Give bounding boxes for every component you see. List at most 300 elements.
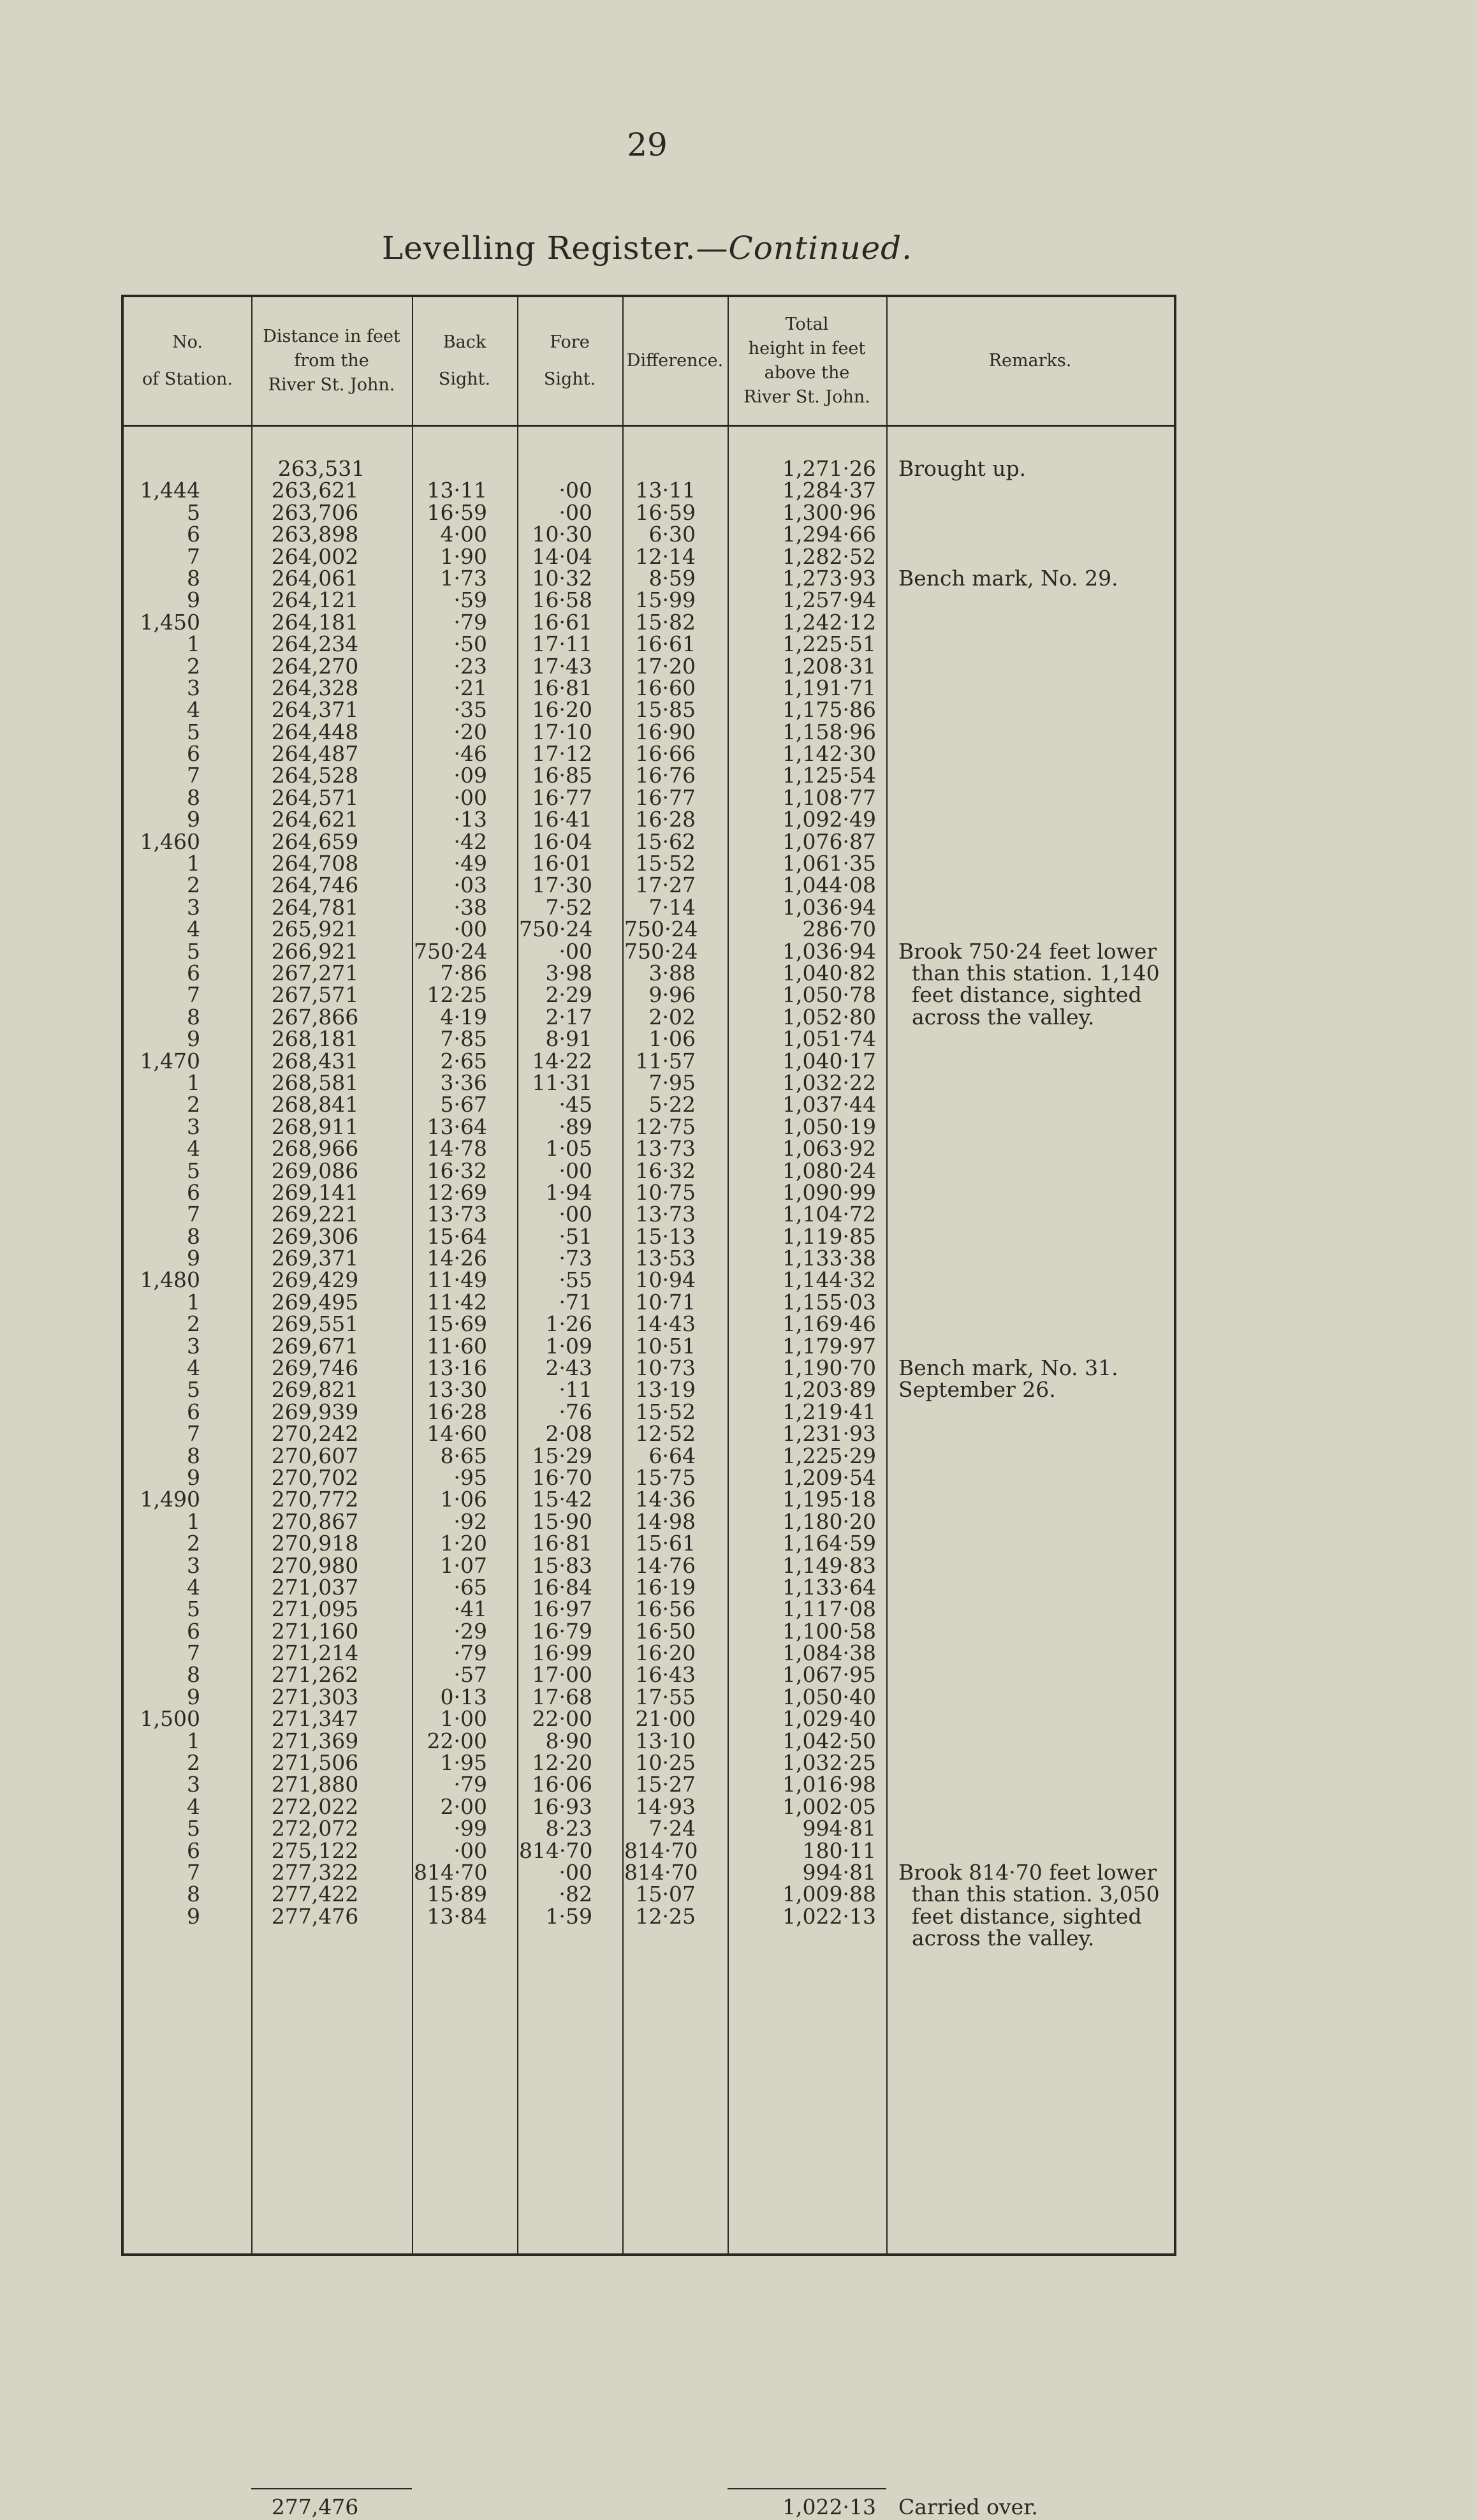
cell-dist: 264,061 xyxy=(271,565,359,591)
cell-rem: than this station. 3,050 xyxy=(898,1882,1160,1907)
cell-dist: 270,867 xyxy=(271,1508,359,1534)
cell-diff: 12·25 xyxy=(635,1903,696,1929)
cell-fore: 8·90 xyxy=(545,1728,592,1753)
cell-dist: 269,306 xyxy=(271,1223,359,1249)
cell-fore: 16·01 xyxy=(532,851,592,876)
cell-dist: 263,898 xyxy=(271,522,359,547)
cell-no: 4 xyxy=(187,917,200,942)
cell-diff: 21·00 xyxy=(635,1706,696,1732)
cell-no: 4 xyxy=(187,697,200,723)
cell-dist: 264,659 xyxy=(271,829,359,854)
cell-fore: ·00 xyxy=(559,499,592,525)
cell-diff: 15·52 xyxy=(635,851,696,876)
header-fore-sight: Fore Sight. xyxy=(543,332,596,389)
cell-fore: ·00 xyxy=(559,478,592,503)
cell-back: 4·00 xyxy=(440,522,487,547)
cell-total: 1,036·94 xyxy=(782,938,876,964)
cell-dist: 271,506 xyxy=(271,1750,359,1776)
cell-no: 2 xyxy=(187,1092,200,1117)
cell-back: ·29 xyxy=(453,1618,487,1644)
cell-diff: 16·76 xyxy=(635,763,696,788)
cell-total: 1,257·94 xyxy=(782,587,876,613)
cell-back: ·00 xyxy=(453,1838,487,1863)
table-row xyxy=(124,1401,1174,1423)
cell-no: 8 xyxy=(187,565,200,591)
table-row xyxy=(124,918,1174,940)
cell-total: 1,164·59 xyxy=(782,1531,876,1556)
cell-fore: 16·20 xyxy=(532,697,592,723)
cell-total: 1,155·03 xyxy=(782,1289,876,1315)
cell-no: 3 xyxy=(187,1333,200,1359)
cell-total: 1,225·51 xyxy=(782,631,876,657)
cell-back: 7·86 xyxy=(440,960,487,985)
cell-diff: 16·59 xyxy=(635,499,696,525)
cell-dist: 269,746 xyxy=(271,1355,359,1381)
cell-dist: 271,369 xyxy=(271,1728,359,1753)
cell-dist: 263,706 xyxy=(271,499,359,525)
cell-fore: 17·68 xyxy=(532,1684,592,1709)
cell-diff: 16·56 xyxy=(635,1596,696,1622)
cell-dist: 263,531 xyxy=(277,456,365,481)
table-row xyxy=(124,1028,1174,1050)
cell-no: 3 xyxy=(187,1552,200,1578)
cell-diff: 14·36 xyxy=(635,1487,696,1512)
cell-total: 1,133·38 xyxy=(782,1246,876,1271)
table-row xyxy=(124,480,1174,501)
cell-no: 2 xyxy=(187,1750,200,1776)
cell-diff: 8·59 xyxy=(648,565,696,591)
cell-no: 4 xyxy=(187,1574,200,1600)
cell-diff: 1·06 xyxy=(648,1026,696,1052)
table-row xyxy=(124,1927,1174,1949)
cell-rem: Brook 750·24 feet lower xyxy=(898,938,1157,964)
cell-no: 6 xyxy=(187,1399,200,1424)
table-row xyxy=(124,1357,1174,1379)
cell-total: 1,175·86 xyxy=(782,697,876,723)
cell-back: 16·28 xyxy=(427,1399,487,1424)
cell-rem: feet distance, sighted xyxy=(898,1903,1142,1929)
table-row xyxy=(124,1269,1174,1291)
cell-fore: 17·12 xyxy=(532,741,592,767)
cell-back: ·57 xyxy=(453,1662,487,1688)
cell-fore: 17·30 xyxy=(532,873,592,898)
cell-fore: ·45 xyxy=(559,1092,592,1117)
cell-total: 994·81 xyxy=(802,1816,876,1841)
cell-diff: 6·30 xyxy=(648,522,696,547)
cell-no: 7 xyxy=(187,1860,200,1885)
cell-fore: 2·43 xyxy=(545,1355,592,1381)
cell-rem: Bench mark, No. 29. xyxy=(898,565,1118,591)
cell-total: 1,076·87 xyxy=(782,829,876,854)
cell-no: 8 xyxy=(187,1443,200,1468)
cell-dist: 263,621 xyxy=(271,478,359,503)
cell-back: 14·26 xyxy=(427,1246,487,1271)
cell-dist: 268,431 xyxy=(271,1048,359,1073)
cell-total: 1,002·05 xyxy=(782,1794,876,1819)
cell-back: ·09 xyxy=(453,763,487,788)
cell-dist: 264,371 xyxy=(271,697,359,723)
cell-fore: 16·97 xyxy=(532,1596,592,1622)
cell-total: 1,009·88 xyxy=(782,1882,876,1907)
cell-back: 1·07 xyxy=(440,1552,487,1578)
cell-diff: 16·77 xyxy=(635,785,696,810)
cell-fore: 16·99 xyxy=(532,1640,592,1666)
table-row xyxy=(124,1840,1174,1862)
cell-no: 5 xyxy=(187,1158,200,1183)
cell-no: 7 xyxy=(187,1202,200,1227)
cell-no: 2 xyxy=(187,653,200,679)
cell-total: 1,158·96 xyxy=(782,719,876,744)
header-rule xyxy=(124,425,1174,427)
cell-diff: 10·71 xyxy=(635,1289,696,1315)
cell-total: 1,050·40 xyxy=(782,1684,876,1709)
cell-back: 750·24 xyxy=(414,938,488,964)
cell-diff: 13·19 xyxy=(635,1377,696,1403)
cell-diff: 10·75 xyxy=(635,1179,696,1205)
cell-total: 1,040·82 xyxy=(782,960,876,985)
cell-dist: 269,141 xyxy=(271,1179,359,1205)
cell-back: ·79 xyxy=(453,1640,487,1666)
cell-fore: ·51 xyxy=(559,1223,592,1249)
cell-diff: 13·11 xyxy=(635,478,696,503)
table-row xyxy=(124,565,1174,591)
cell-fore: ·89 xyxy=(559,1114,592,1139)
cell-back: 1·73 xyxy=(440,565,487,591)
cell-back: 1·20 xyxy=(440,1531,487,1556)
cell-no: 5 xyxy=(187,938,200,964)
cell-back: 814·70 xyxy=(414,1860,488,1885)
cell-diff: 14·43 xyxy=(635,1311,696,1337)
cell-dist: 272,072 xyxy=(271,1816,359,1841)
cell-dist: 268,911 xyxy=(271,1114,359,1139)
cell-total: 1,080·24 xyxy=(782,1158,876,1183)
table-row xyxy=(124,677,1174,699)
cell-dist: 270,980 xyxy=(271,1552,359,1578)
cell-dist: 277,422 xyxy=(271,1882,359,1907)
cell-total: 1,180·20 xyxy=(782,1508,876,1534)
cell-diff: 15·13 xyxy=(635,1223,696,1249)
cell-total: 286·70 xyxy=(802,917,876,942)
cell-dist: 268,181 xyxy=(271,1026,359,1052)
table-row xyxy=(124,1752,1174,1774)
table-row xyxy=(124,1708,1174,1730)
cell-no: 5 xyxy=(187,719,200,744)
cell-fore: 16·81 xyxy=(532,675,592,700)
cell-fore: ·11 xyxy=(559,1377,592,1403)
cell-diff: 750·24 xyxy=(624,938,698,964)
cell-fore: 16·06 xyxy=(532,1772,592,1797)
cell-dist: 268,581 xyxy=(271,1070,359,1095)
cell-total: 1,142·30 xyxy=(782,741,876,767)
table-row xyxy=(124,831,1174,853)
cell-dist: 269,939 xyxy=(271,1399,359,1424)
header-difference: Difference. xyxy=(626,351,724,371)
cell-fore: 16·41 xyxy=(532,807,592,832)
cell-total: 1,133·64 xyxy=(782,1574,876,1600)
cell-back: 16·32 xyxy=(427,1158,487,1183)
cell-no: 8 xyxy=(187,785,200,810)
cell-fore: ·71 xyxy=(559,1289,592,1315)
cell-no: 7 xyxy=(187,543,200,569)
cell-diff: 15·75 xyxy=(635,1464,696,1490)
cell-rem: Bench mark, No. 31. xyxy=(898,1355,1118,1381)
cell-fore: 8·91 xyxy=(545,1026,592,1052)
cell-fore: 750·24 xyxy=(519,917,593,942)
cell-fore: 17·11 xyxy=(532,631,592,657)
cell-dist: 269,086 xyxy=(271,1158,359,1183)
cell-fore: ·73 xyxy=(559,1246,592,1271)
table-row xyxy=(124,765,1174,786)
table-row xyxy=(124,1464,1174,1490)
register-rows xyxy=(124,458,1174,1950)
cell-total: 1,191·71 xyxy=(782,675,876,700)
cell-back: 15·64 xyxy=(427,1223,487,1249)
cell-dist: 272,022 xyxy=(271,1794,359,1819)
cell-dist: 264,781 xyxy=(271,894,359,920)
cell-total: 1,067·95 xyxy=(782,1662,876,1688)
carried-distance: 277,476 xyxy=(271,2494,359,2519)
table-row xyxy=(124,1686,1174,1708)
cell-total: 1,040·17 xyxy=(782,1048,876,1073)
cell-back: 12·69 xyxy=(427,1179,487,1205)
cell-diff: 814·70 xyxy=(624,1838,698,1863)
cell-back: 15·89 xyxy=(427,1882,487,1907)
cell-no: 1,444 xyxy=(140,478,200,503)
cell-dist: 264,746 xyxy=(271,873,359,898)
cell-no: 9 xyxy=(187,1684,200,1709)
cell-dist: 264,708 xyxy=(271,851,359,876)
cell-no: 1 xyxy=(187,851,200,876)
cell-back: ·21 xyxy=(453,675,487,700)
cell-no: 6 xyxy=(187,1179,200,1205)
cell-total: 1,016·98 xyxy=(782,1772,876,1797)
cell-no: 9 xyxy=(187,1246,200,1271)
cell-diff: 16·28 xyxy=(635,807,696,832)
cell-total: 1,022·13 xyxy=(782,1903,876,1929)
cell-no: 2 xyxy=(187,873,200,898)
cell-dist: 269,551 xyxy=(271,1311,359,1337)
cell-total: 1,051·74 xyxy=(782,1026,876,1052)
table-row xyxy=(124,1552,1174,1578)
cell-diff: 17·27 xyxy=(635,873,696,898)
cell-back: ·38 xyxy=(453,894,487,920)
cell-diff: 16·60 xyxy=(635,675,696,700)
table-row xyxy=(124,1072,1174,1094)
cell-back: ·23 xyxy=(453,653,487,679)
cell-diff: 9·96 xyxy=(648,982,696,1008)
cell-dist: 269,221 xyxy=(271,1202,359,1227)
cell-no: 9 xyxy=(187,807,200,832)
table-row xyxy=(124,1006,1174,1028)
cell-dist: 269,671 xyxy=(271,1333,359,1359)
table-row xyxy=(124,1730,1174,1752)
table-row xyxy=(124,1094,1174,1116)
cell-diff: 16·20 xyxy=(635,1640,696,1666)
cell-diff: 10·51 xyxy=(635,1333,696,1359)
cell-back: 5·67 xyxy=(440,1092,487,1117)
table-row xyxy=(124,543,1174,569)
table-row xyxy=(124,1818,1174,1839)
cell-diff: 13·73 xyxy=(635,1202,696,1227)
cell-back: ·03 xyxy=(453,873,487,898)
cell-no: 7 xyxy=(187,1640,200,1666)
cell-back: 11·60 xyxy=(427,1333,487,1359)
header-total-height: Total height in feet above the River St. John. xyxy=(743,314,870,407)
table-row xyxy=(124,1138,1174,1160)
cell-no: 7 xyxy=(187,982,200,1008)
cell-total: 1,036·94 xyxy=(782,894,876,920)
cell-total: 1,032·25 xyxy=(782,1750,876,1776)
cell-total: 1,219·41 xyxy=(782,1399,876,1424)
cell-dist: 264,121 xyxy=(271,587,359,613)
cell-fore: 17·00 xyxy=(532,1662,592,1688)
table-row xyxy=(124,1050,1174,1072)
cell-back: 4·19 xyxy=(440,1004,487,1029)
cell-diff: 17·20 xyxy=(635,653,696,679)
cell-back: ·59 xyxy=(453,587,487,613)
cell-total: 1,169·46 xyxy=(782,1311,876,1337)
cell-total: 1,108·77 xyxy=(782,785,876,810)
cell-rem: Brook 814·70 feet lower xyxy=(898,1860,1157,1885)
cell-diff: 3·88 xyxy=(648,960,696,985)
table-row xyxy=(124,743,1174,765)
total-rule xyxy=(728,2488,886,2489)
cell-total: 1,032·22 xyxy=(782,1070,876,1095)
cell-fore: 16·77 xyxy=(532,785,592,810)
cell-no: 1 xyxy=(187,1728,200,1753)
cell-no: 6 xyxy=(187,1618,200,1644)
cell-no: 2 xyxy=(187,1531,200,1556)
cell-dist: 277,322 xyxy=(271,1860,359,1885)
cell-dist: 270,242 xyxy=(271,1421,359,1447)
cell-diff: 15·52 xyxy=(635,1399,696,1424)
table-row xyxy=(124,1796,1174,1818)
table-row xyxy=(124,633,1174,655)
cell-back: 8·65 xyxy=(440,1443,487,1468)
cell-total: 1,294·66 xyxy=(782,522,876,547)
cell-fore: 814·70 xyxy=(519,1838,593,1863)
cell-fore: 17·10 xyxy=(532,719,592,744)
cell-back: ·79 xyxy=(453,1772,487,1797)
cell-total: 1,179·97 xyxy=(782,1333,876,1359)
table-row xyxy=(124,874,1174,896)
cell-total: 1,195·18 xyxy=(782,1487,876,1512)
cell-back: ·41 xyxy=(453,1596,487,1622)
table-row xyxy=(124,1179,1174,1205)
cell-no: 1 xyxy=(187,631,200,657)
table-row xyxy=(124,984,1174,1006)
cell-dist: 264,002 xyxy=(271,543,359,569)
cell-total: 1,242·12 xyxy=(782,609,876,635)
cell-total: 1,271·26 xyxy=(782,456,876,481)
cell-dist: 271,880 xyxy=(271,1772,359,1797)
table-row xyxy=(124,1333,1174,1359)
cell-diff: 16·32 xyxy=(635,1158,696,1183)
cell-fore: ·82 xyxy=(559,1882,592,1907)
cell-no: 3 xyxy=(187,894,200,920)
cell-no: 6 xyxy=(187,522,200,547)
cell-no: 3 xyxy=(187,675,200,700)
cell-back: 1·90 xyxy=(440,543,487,569)
total-rule xyxy=(251,2488,412,2489)
cell-fore: 2·29 xyxy=(545,982,592,1008)
cell-dist: 270,772 xyxy=(271,1487,359,1512)
cell-back: 13·11 xyxy=(427,478,487,503)
cell-no: 4 xyxy=(187,1355,200,1381)
cell-total: 1,208·31 xyxy=(782,653,876,679)
cell-no: 1 xyxy=(187,1508,200,1534)
cell-no: 9 xyxy=(187,1464,200,1490)
table-row xyxy=(124,653,1174,679)
cell-no: 7 xyxy=(187,1421,200,1447)
cell-fore: 1·94 xyxy=(545,1179,592,1205)
carried-remark: Carried over. xyxy=(898,2494,1038,2519)
cell-back: 0·13 xyxy=(440,1684,487,1709)
cell-back: 11·49 xyxy=(427,1267,487,1293)
cell-fore: ·00 xyxy=(559,938,592,964)
header-back-sight: Back Sight. xyxy=(438,332,491,389)
cell-total: 1,052·80 xyxy=(782,1004,876,1029)
cell-diff: 16·66 xyxy=(635,741,696,767)
cell-total: 1,144·32 xyxy=(782,1267,876,1293)
cell-back: 13·30 xyxy=(427,1377,487,1403)
cell-rem: across the valley. xyxy=(898,1926,1095,1951)
cell-no: 1,500 xyxy=(140,1706,200,1732)
cell-dist: 264,328 xyxy=(271,675,359,700)
cell-back: ·50 xyxy=(453,631,487,657)
cell-diff: 10·73 xyxy=(635,1355,696,1381)
cell-total: 1,119·85 xyxy=(782,1223,876,1249)
table-row xyxy=(124,1774,1174,1795)
cell-back: 16·59 xyxy=(427,499,487,525)
table-row xyxy=(124,1379,1174,1401)
cell-fore: 16·85 xyxy=(532,763,592,788)
cell-back: 14·60 xyxy=(427,1421,487,1447)
table-row xyxy=(124,1160,1174,1182)
cell-dist: 267,571 xyxy=(271,982,359,1008)
cell-dist: 270,607 xyxy=(271,1443,359,1468)
cell-no: 6 xyxy=(187,741,200,767)
cell-dist: 266,921 xyxy=(271,938,359,964)
table-row xyxy=(124,1664,1174,1686)
cell-diff: 13·53 xyxy=(635,1246,696,1271)
cell-total: 1,203·89 xyxy=(782,1377,876,1403)
cell-fore: 17·43 xyxy=(532,653,592,679)
cell-dist: 268,841 xyxy=(271,1092,359,1117)
table-row xyxy=(124,938,1174,964)
cell-dist: 264,181 xyxy=(271,609,359,635)
cell-rem: than this station. 1,140 xyxy=(898,960,1160,985)
cell-back: 11·42 xyxy=(427,1289,487,1315)
cell-no: 5 xyxy=(187,1816,200,1841)
cell-no: 1,490 xyxy=(140,1487,200,1512)
cell-dist: 265,921 xyxy=(271,917,359,942)
cell-no: 5 xyxy=(187,499,200,525)
cell-diff: 16·90 xyxy=(635,719,696,744)
cell-fore: 14·04 xyxy=(532,543,592,569)
cell-total: 1,125·54 xyxy=(782,763,876,788)
cell-no: 8 xyxy=(187,1223,200,1249)
cell-back: 1·00 xyxy=(440,1706,487,1732)
cell-diff: 16·50 xyxy=(635,1618,696,1644)
cell-dist: 271,303 xyxy=(271,1684,359,1709)
cell-total: 1,273·93 xyxy=(782,565,876,591)
cell-back: ·79 xyxy=(453,609,487,635)
cell-no: 6 xyxy=(187,960,200,985)
table-row xyxy=(124,1883,1174,1905)
cell-fore: 3·98 xyxy=(545,960,592,985)
table-row xyxy=(124,853,1174,874)
